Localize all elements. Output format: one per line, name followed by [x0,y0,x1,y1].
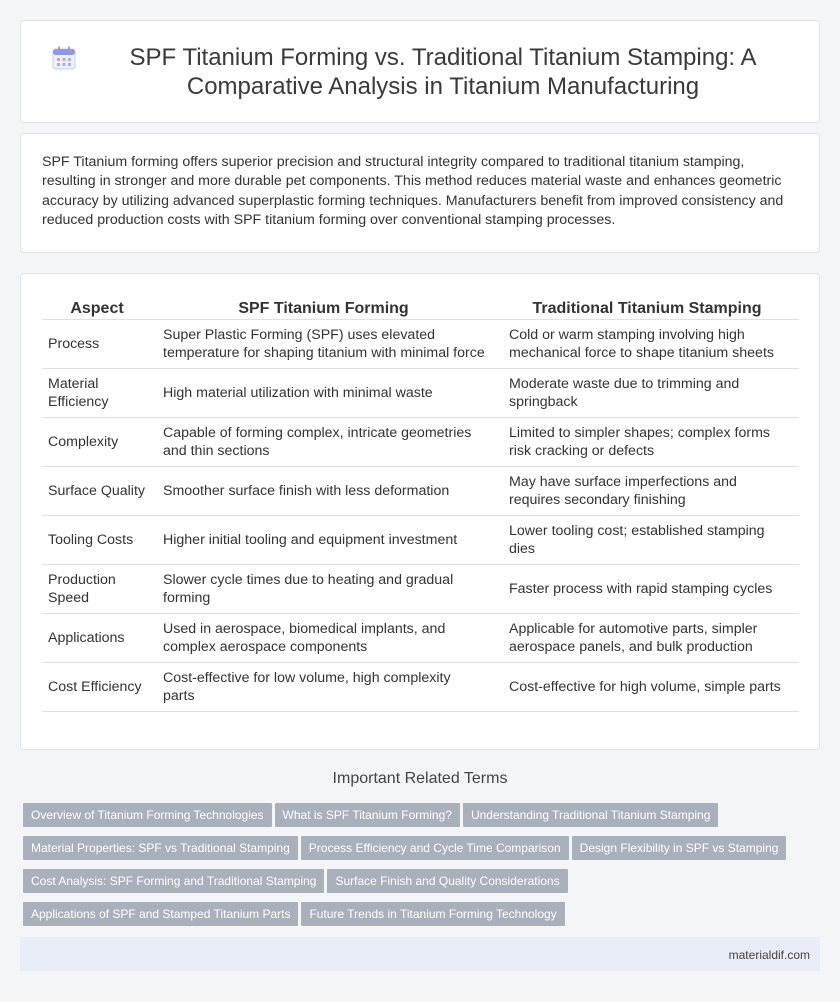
table-header-row [42,292,799,320]
row-aspect: Process [42,320,152,369]
related-term-tag[interactable]: What is SPF Titanium Forming? [275,803,460,827]
intro-paragraph: SPF Titanium forming offers superior precision and structural integrity compared to traditional titanium stamping, resulting in stronger and more durable pet components. This method reduces material waste and enhances geometric accuracy by utilizing advanced superplastic forming techniques. Manufacturers benefit from improved consistency and reduced production costs with SPF titanium forming over conventional stamping processes. [42,154,784,229]
row-spf: High material utilization with minimal waste [152,369,495,418]
row-spf: Used in aerospace, biomedical implants, and complex aerospace components [152,614,495,663]
row-aspect: Complexity [42,418,152,467]
calendar-icon [51,45,77,71]
footer-site-link[interactable]: materialdif.com [728,948,810,962]
header-traditional: Traditional Titanium Stamping [495,292,799,320]
table-row [42,320,799,369]
page-title: SPF Titanium Forming vs. Traditional Titanium Stamping: A Comparative Analysis in Titanium Manufacturing [129,43,757,100]
comparison-table [42,292,799,712]
comparison-card [20,273,820,750]
header-aspect: Aspect [42,292,152,320]
row-traditional: Faster process with rapid stamping cycles [495,565,799,614]
related-term-tag[interactable]: Material Properties: SPF vs Traditional Stamping [23,836,298,860]
row-traditional: Limited to simpler shapes; complex forms risk cracking or defects [495,418,799,467]
related-term-tag[interactable]: Design Flexibility in SPF vs Stamping [572,836,787,860]
related-terms-list [23,803,823,935]
table-row [42,663,799,712]
row-aspect: Applications [42,614,152,663]
row-spf: Higher initial tooling and equipment investment [152,516,495,565]
related-term-tag[interactable]: Process Efficiency and Cycle Time Comparison [301,836,569,860]
related-term-tag[interactable]: Applications of SPF and Stamped Titanium Parts [23,902,298,926]
row-spf: Super Plastic Forming (SPF) uses elevated temperature for shaping titanium with minimal force [152,320,495,369]
table-row [42,614,799,663]
related-term-tag[interactable]: Future Trends in Titanium Forming Technology [301,902,564,926]
related-term-tag[interactable]: Surface Finish and Quality Considerations [327,869,567,893]
row-traditional: May have surface imperfections and requires secondary finishing [495,467,799,516]
row-spf: Smoother surface finish with less deformation [152,467,495,516]
related-term-tag[interactable]: Understanding Traditional Titanium Stamping [463,803,718,827]
table-row [42,516,799,565]
related-terms-heading: Important Related Terms [332,770,508,787]
row-spf: Capable of forming complex, intricate geometries and thin sections [152,418,495,467]
row-traditional: Lower tooling cost; established stamping dies [495,516,799,565]
row-aspect: Tooling Costs [42,516,152,565]
table-row [42,369,799,418]
row-aspect: Surface Quality [42,467,152,516]
row-aspect: Material Efficiency [42,369,152,418]
related-term-tag[interactable]: Overview of Titanium Forming Technologies [23,803,272,827]
header-spf: SPF Titanium Forming [152,292,495,320]
footer [20,937,820,971]
title-card [20,20,820,123]
row-traditional: Cold or warm stamping involving high mechanical force to shape titanium sheets [495,320,799,369]
row-spf: Slower cycle times due to heating and gradual forming [152,565,495,614]
row-spf: Cost-effective for low volume, high complexity parts [152,663,495,712]
row-traditional: Applicable for automotive parts, simpler aerospace panels, and bulk production [495,614,799,663]
related-term-tag[interactable]: Cost Analysis: SPF Forming and Traditional Stamping [23,869,324,893]
row-aspect: Cost Efficiency [42,663,152,712]
row-traditional: Moderate waste due to trimming and springback [495,369,799,418]
table-row [42,418,799,467]
row-traditional: Cost-effective for high volume, simple parts [495,663,799,712]
intro-card [20,133,820,253]
row-aspect: Production Speed [42,565,152,614]
table-row [42,467,799,516]
table-row [42,565,799,614]
